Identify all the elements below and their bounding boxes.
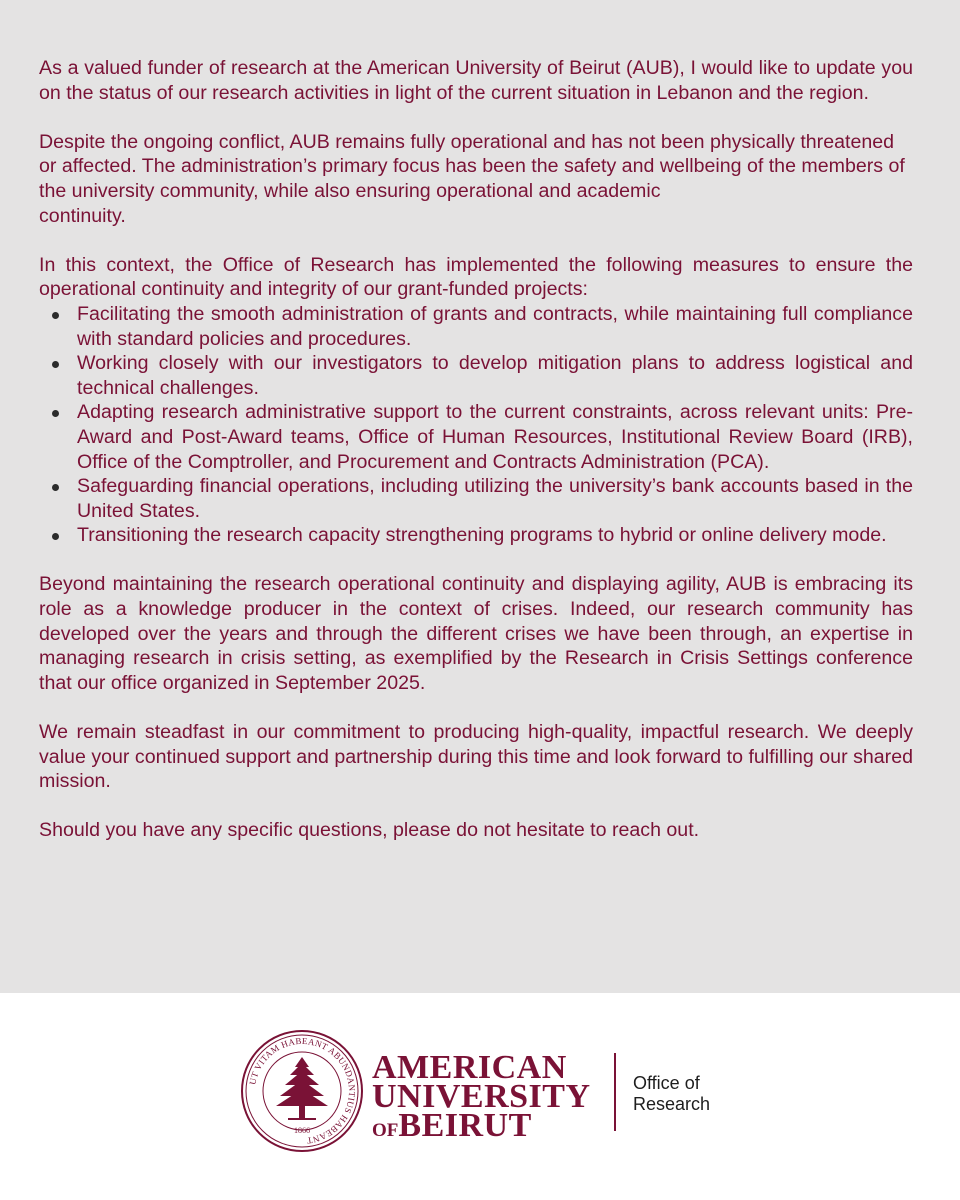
seal-year: 1866 — [294, 1126, 310, 1135]
list-item — [77, 400, 913, 474]
wordmark-american: AMERICAN — [372, 1049, 567, 1086]
footer — [0, 993, 960, 1200]
wordmark-university: UNIVERSITY — [372, 1078, 591, 1115]
measures-intro: In this context, the Office of Research has implemented the following measures to ensure the operational continuity and integrity of our grant-funded projects: — [39, 253, 913, 301]
footer-divider — [614, 1053, 616, 1131]
list-item-text: Working closely with our investigators to develop mitigation plans to address logistical and technical challenges. — [77, 352, 913, 399]
expertise-paragraph: Beyond maintaining the research operational continuity and displaying agility, AUB is embracing its role as a knowledge producer in the context of crises. Indeed, our research community has developed over the years and through the different crises we have been through, an expertise in managing research in crisis setting, as exemplified by the Research in Crisis Settings conference that our office organized in September 2025. — [39, 573, 913, 694]
seal-motto: UT VITAM HABEANT ABUNDANTIUS HABEANT — [247, 1035, 358, 1146]
university-wordmark — [372, 1049, 591, 1144]
bullet-icon — [52, 533, 59, 540]
list-item — [77, 351, 913, 400]
cedar-tree-icon — [276, 1057, 328, 1120]
commitment-paragraph: We remain steadfast in our commitment to producing high-quality, impactful research. We deeply value your continued support and partnership during this time and look forward to fulfilling our shared mission. — [39, 721, 913, 793]
bullet-icon — [52, 312, 59, 319]
list-item — [77, 474, 913, 523]
list-item — [77, 523, 913, 548]
bullet-icon — [52, 361, 59, 368]
list-item-text: Facilitating the smooth administration of grants and contracts, while maintaining full compliance with standard policies and procedures. — [77, 302, 913, 350]
bullet-icon — [52, 410, 59, 417]
measures-list — [39, 302, 913, 548]
office-line-2: Research — [633, 1094, 711, 1114]
aub-seal-logo — [240, 1029, 364, 1153]
list-item-text: Safeguarding financial operations, including utilizing the university’s bank accounts based in the United States. — [77, 475, 913, 522]
office-name — [633, 1073, 710, 1115]
office-line-1: Office of — [633, 1073, 700, 1093]
list-item — [77, 302, 913, 351]
wordmark-of: OF — [372, 1120, 399, 1141]
list-item-text: Adapting research administrative support to the current constraints, across relevant units: Pre-Award and Post-Award teams, Office of Human Resources, Institutional Review Board (IRB), Office of the Comptroller, and Procurement and Contracts Administration (PCA). — [77, 401, 913, 473]
status-paragraph: Despite the ongoing conflict, AUB remains fully operational and has not been physically threatened or affected. The administration’s primary focus has been the safety and wellbeing of the members of the university community, while also ensuring operational and academic — [39, 130, 905, 202]
bullet-icon — [52, 484, 59, 491]
status-paragraph-continuation: continuity. — [39, 204, 126, 227]
wordmark-beirut: BEIRUT — [398, 1107, 532, 1144]
list-item-text: Transitioning the research capacity strengthening programs to hybrid or online delivery mode. — [77, 524, 887, 547]
intro-paragraph: As a valued funder of research at the American University of Beirut (AUB), I would like to update you on the status of our research activities in light of the current situation in Lebanon and the region. — [39, 57, 913, 104]
closing-paragraph: Should you have any specific questions, please do not hesitate to reach out. — [39, 819, 700, 842]
